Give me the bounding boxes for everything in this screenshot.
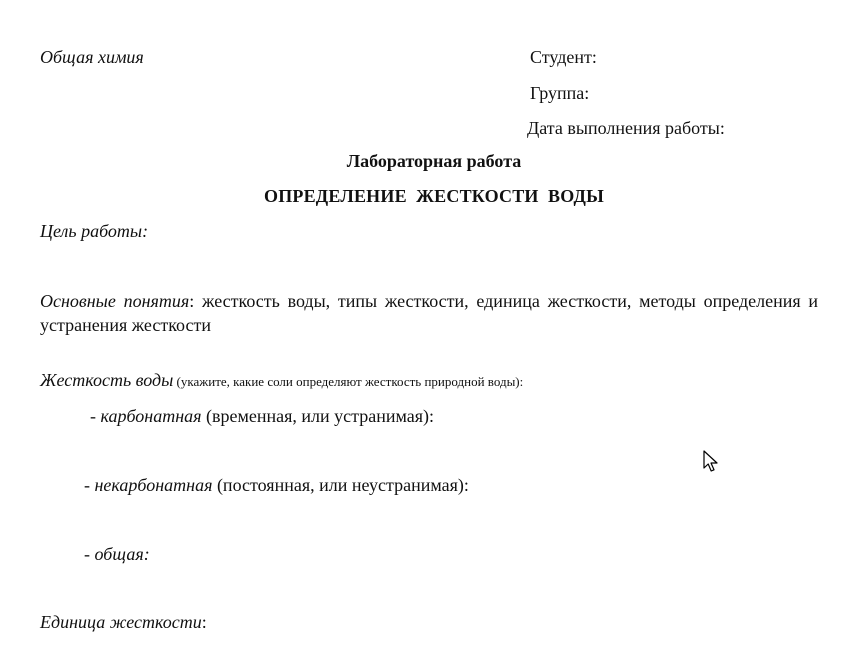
mouse-pointer-icon	[703, 450, 721, 474]
concepts-paragraph	[40, 289, 818, 337]
unit-label: Единица жесткости	[40, 612, 202, 632]
hardness-line	[40, 370, 523, 391]
list-item-dash: -	[84, 475, 95, 495]
unit-suffix: :	[201, 612, 207, 632]
goal-label: Цель работы:	[40, 221, 149, 241]
list-item-label: общая:	[94, 544, 150, 564]
list-item-dash: -	[84, 544, 95, 564]
list-item-note: (постоянная, или неустранимая):	[212, 475, 469, 495]
list-item	[90, 406, 434, 427]
lab-heading: Лабораторная работа	[346, 151, 522, 171]
list-item	[84, 475, 469, 496]
unit-line	[40, 612, 207, 633]
hardness-label: Жесткость воды	[40, 370, 174, 390]
list-item	[84, 544, 150, 565]
list-item-label: карбонатная	[100, 406, 202, 426]
course-name: Общая химия	[40, 47, 144, 67]
hardness-note: (укажите, какие соли определяют жесткость природной воды):	[173, 374, 524, 389]
student-label: Студент:	[530, 47, 597, 67]
page-title: ОПРЕДЕЛЕНИЕ ЖЕСТКОСТИ ВОДЫ	[264, 186, 604, 206]
concepts-label: Основные понятия	[40, 291, 190, 311]
date-label: Дата выполнения работы:	[527, 118, 725, 138]
concepts-text: : жесткость воды, типы жесткости, единица жесткости, методы определения и устранения жесткости	[40, 291, 818, 335]
list-item-label: некарбонатная	[94, 475, 213, 495]
group-label: Группа:	[530, 83, 590, 103]
list-item-note: (временная, или устранимая):	[201, 406, 435, 426]
list-item-dash: -	[90, 406, 101, 426]
